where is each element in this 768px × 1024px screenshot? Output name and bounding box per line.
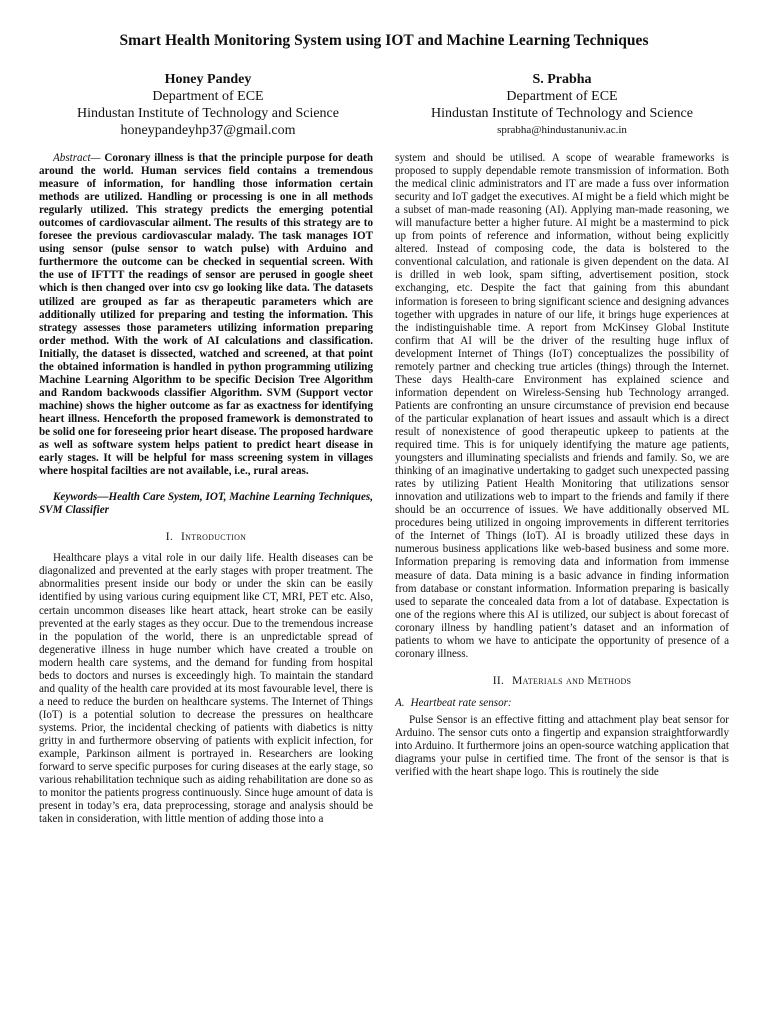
heartbeat-sensor-paragraph: Pulse Sensor is an effective fitting and attachment play beat sensor for Arduino. The sensor cuts onto a fingertip and expansion straightforwardly into Arduino. It furthermore joins an open-source watching application that diagrams your pulse in certified time. The front of the sensor is that is verified with the heart shape logo. This is routinely the side <box>395 713 729 779</box>
section-number: I. <box>165 531 174 544</box>
right-column <box>395 152 729 779</box>
abstract <box>39 152 373 478</box>
subsection-title: Heartbeat rate sensor: <box>410 696 512 709</box>
author-email: honeypandeyhp37@gmail.com <box>120 123 296 138</box>
keywords-text: Health Care System, IOT, Machine Learning Techniques, SVM Classifier <box>39 491 373 517</box>
left-column <box>39 152 373 826</box>
author-institution: Hindustan Institute of Technology and Science <box>77 106 339 121</box>
author-department: Department of ECE <box>506 89 618 104</box>
paper-title: Smart Health Monitoring System using IOT and Machine Learning Techniques <box>119 32 649 49</box>
section-title: Introduction <box>181 531 247 544</box>
author-block-2 <box>397 71 727 139</box>
keywords-label: Keywords— <box>53 491 109 504</box>
author-institution: Hindustan Institute of Technology and Science <box>431 106 693 121</box>
author-name: S. Prabha <box>532 72 592 87</box>
introduction-paragraph: Healthcare plays a vital role in our daily life. Health diseases can be diagonalized and prevented at the early stages with proper treatment. The abnormalities present inside our body or under the skin can be easily identified by using various curing equipment like CT, MRI, PET etc. Also, certain uncommon diseases like heart attack, heart stroke can be easily prevented at the early stages as they occur. Due to the tremendous increase in the population of the world, there is an unpredictable spread of degenerative illness in huge number which have created a trouble on modern health care systems, and the demand for funding from hospital beds to doctors and nurses is exceedingly high. To maintain the standard and quality of the health care provided at its most favourable level, there is a need to reduce the burden on healthcare systems. The Internet of Things (IoT) is a potential solution to decrease the pressures on healthcare systems. Prior, the incidental checking of patients with diabetics is nitty gritty in and furthermore observing of patients with explicit infection, for example, Parkinson ailment is portrayed in. Researchers are looking forward to serve specific purposes for curing diseases at the early stage, so various rehabilitation technique such as aiding rehabilitation are done so as to monitor the patients progress continuously. Since huge amount of data is present in today’s era, data preprocessing, storage and analysis should be taken in consideration, with little mention of adding those into a <box>39 552 373 826</box>
section-heading-introduction <box>39 531 373 544</box>
subsection-heading <box>395 697 729 710</box>
keywords <box>39 491 373 517</box>
abstract-label: Abstract— <box>53 152 101 164</box>
subsection-number: A. <box>395 696 405 709</box>
author-email: sprabha@hindustanuniv.ac.in <box>497 124 627 136</box>
section-heading-methods <box>395 675 729 688</box>
author-block-1 <box>43 71 373 139</box>
section-number: II. <box>492 674 505 687</box>
author-name: Honey Pandey <box>164 72 252 87</box>
author-department: Department of ECE <box>152 89 264 104</box>
section-title: Materials and Methods <box>512 674 632 687</box>
abstract-text: Coronary illness is that the principle purpose for death around the world. Human services field contains a tremendous measure of information, for handling those information certain methods are utilized. Handling or processing is one in all methods regularly utilized. This strategy predicts the emerging potential outcomes of cardiovascular ailment. The results of this strategy are to foresee the previous cardiovascular malady. The task manages IOT using sensor (pulse sensor to watch pulse) with Arduino and furthermore the outcome can be checked in sequential screen. With the use of IFTTT the readings of sensor are perused in google sheet which is then changed over into csv go looking like data. The datasets utilized are grouped as far as therapeutic parameters which are additionally utilized for preparing and testing the information. This strategy assesses those parameters utilizing information preparing order method. With the work of AI calculations and classification. Initially, the dataset is dissected, watched and screened, at that point the obtained information is handled in python programming utilizing Machine Learning Algorithm to be specific Decision Tree Algorithm and Random backwoods classifier Algorithm. SVM (Support vector machine) shows the higher outcome as far as exactness for identifying heart illness. Henceforth the proposed framework is demonstrated to be solid one for foreseeing prior heart disease. The proposed hardware as well as software system helps patient to predict heart disease in early stages. It will be helpful for mass screening system in villages where hospital facilties are not available, i.e., rural areas. <box>39 152 373 478</box>
introduction-continued: system and should be utilised. A scope of wearable frameworks is proposed to supply dependable remote transmission of information. Both the medical clinic administrators and IT are made a fuss over information security and IoT gadget the executives. AI might be a field which might be a subset of man-made reasoning (AI). Applying man-made reasoning, we will manufacture better a higher future. AI might be a mastermind to pick up from points of reference and information, without being explicitly altered. Instead of composing code, the data is bolstered to the conventional calculation, and rationale is given dependent on the data. AI is drilled in web look, spam sifting, advertisement position, stock exchanging, etc. Despite the fact that gaining from this abundant information is foreseen to bring significant science and designing advances together with upgrades in nature of our life, it brings huge experiences at the indistinguishable time. A report from McKinsey Global Institute confirm that AI will be the driver of the resulting huge influx of development Internet of Things (IoT) conceptualizes the possibility of remotely partner and checking true articles (things) through the Internet. These days Health-care Environment has explained science and information dependent on Wireless-Sensing hub Technology arranged. Patients are confronting an unsure circumstance of prevision end because of the particular explanation of heart issues and assault which is a direct result of nonexistence of good therapeutic upkeep to patients at the required time. This is for uniquely identifying the mature age patients, youngsters and illuminating specialists and friends and family. So, we are thinking of an imaginative undertaking to gadget such unexpected passing rates by utilizing Patient Health Monitoring that utilizations sensor innovation and utilizations web to impart to the friends and family if there should be an occurrence of issues. We have additionally observed ML procedures being utilized in ongoing improvements in different territories of the Internet of Things (IoT). AI is broadly utilized these days in numerous business applications like web-based business and some more. Information preparing is removing data and information from immense measure of data. Data mining is a basic advance in finding information from database or constant information. Information preparing is basically used to separate the concealed data from a lot of database. Expectation is one of the regions where this AI is utilized, our subject is about forecast of coronary illness by handling patient’s dataset and an information of patients to whom we have to anticipate the opportunity of presence of a coronary illness. <box>395 152 729 660</box>
